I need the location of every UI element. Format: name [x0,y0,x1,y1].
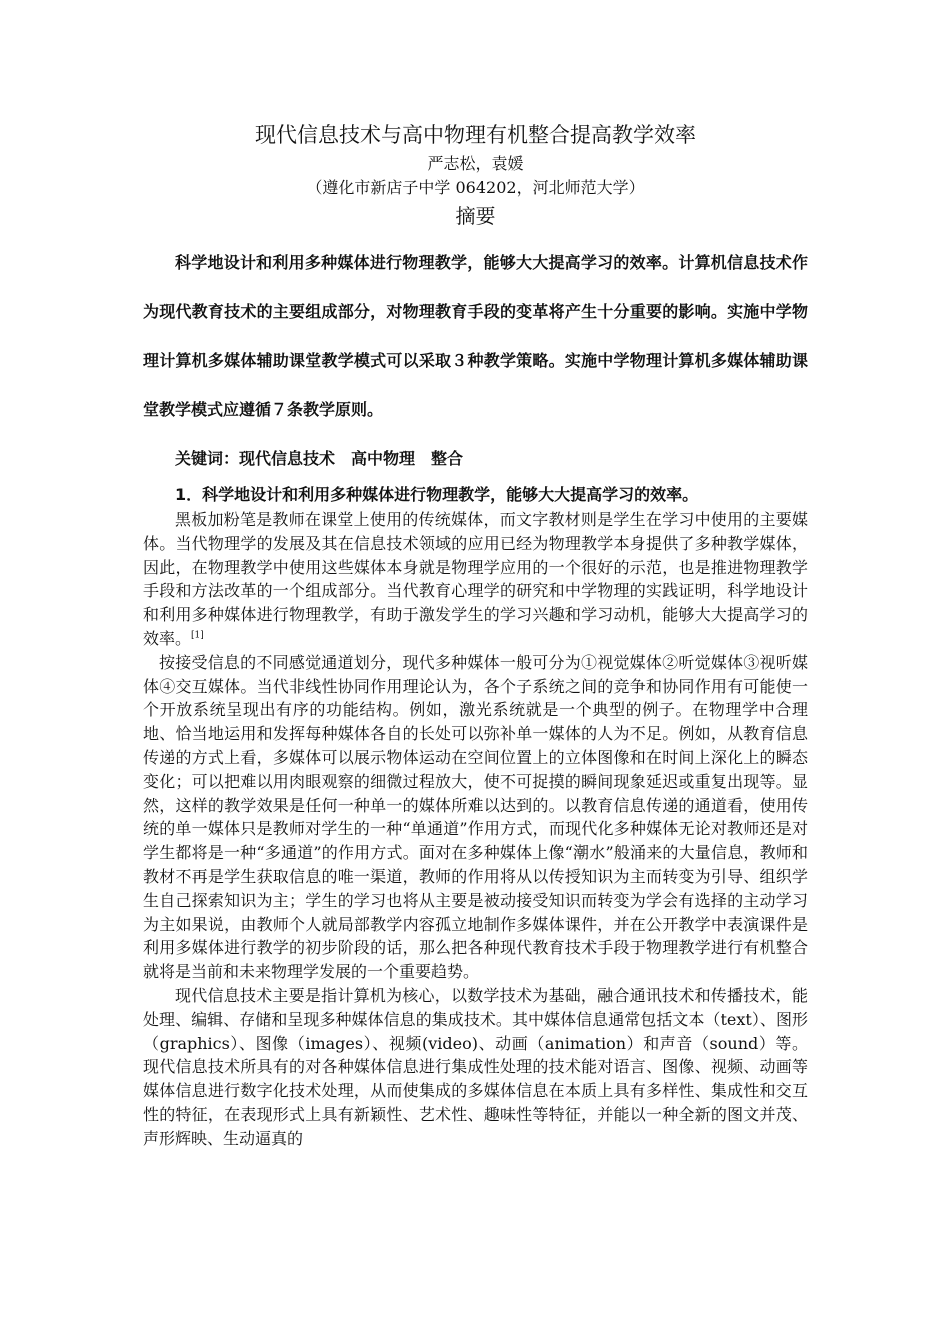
paper-title: 现代信息技术与高中物理有机整合提高教学效率 [255,123,696,147]
body-paragraph-1 [143,508,808,651]
affiliation: （遵化市新店子中学 064202，河北师范大学） [306,178,645,197]
paragraph-1-text: 黑板加粉笔是教师在课堂上使用的传统媒体，而文字教材则是学生在学习中使用的主要媒体。当代物理学的发展及其在信息技术领域的应用已经为物理教学本身提供了多种教学媒体，因此，在物理教学中使用这些媒体本身就是物理学应用的一个很好的示范，也是推进物理教学手段和方法改革的一个组成部分。当代教育心理学的研究和中学物理的实践证明，科学地设计和利用多种媒体进行物理教学，有助于激发学生的学习兴趣和学习动机，能够大大提高学习的效率。 [143,510,808,648]
section-1-heading: 1．科学地设计和利用多种媒体进行物理教学，能够大大提高学习的效率。 [175,485,699,504]
body-paragraph-3: 现代信息技术主要是指计算机为核心，以数学技术为基础，融合通讯技术和传播技术，能处理、编辑、存储和呈现多种媒体信息的集成技术。其中媒体信息通常包括文本（text）、图形（graphics）、图像（images）、视频(video)、动画（animation）和声音（sound）等。现代信息技术所具有的对各种媒体信息进行集成性处理的技术能对语言、图像、视频、动画等媒体信息进行数字化技术处理，从而使集成的多媒体信息在本质上具有多样性、集成性和交互性的特征，在表现形式上具有新颖性、艺术性、趣味性等特征，并能以一种全新的图文并茂、声形辉映、生动逼真的 [143,985,808,1148]
abstract-text: 科学地设计和利用多种媒体进行物理教学，能够大大提高学习的效率。计算机信息技术作为现代教育技术的主要组成部分，对物理教育手段的变革将产生十分重要的影响。实施中学物理计算机多媒体辅助课堂教学模式可以采取３种教学策略。实施中学物理计算机多媒体辅助课堂教学模式应遵循７条教学原则。 [143,253,808,419]
abstract-heading: 摘要 [455,204,496,228]
authors: 严志松，袁媛 [427,154,524,173]
citation-mark[interactable]: [1] [191,630,204,641]
paper-page [143,118,808,1151]
keywords: 关键词：现代信息技术 高中物理 整合 [175,449,464,468]
body-paragraph-2: 按接受信息的不同感觉通道划分，现代多种媒体一般可分为①视觉媒体②听觉媒体③视听媒体④交互媒体。当代非线性协同作用理论认为，各个子系统之间的竞争和协同作用有可能使一个开放系统呈现出有序的功能结构。例如，激光系统就是一个典型的例子。在物理学中合理地、恰当地运用和发挥每种媒体各自的长处可以弥补单一媒体的人为不足。例如，从教育信息传递的方式上看，多媒体可以展示物体运动在空间位置上的立体图像和在时间上深化上的瞬态变化；可以把难以用肉眼观察的细微过程放大，使不可捉摸的瞬间现象延迟或重复出现等。显然，这样的教学效果是任何一种单一的媒体所难以达到的。以教育信息传递的通道看，使用传统的单一媒体只是教师对学生的一种“单通道”作用方式，而现代化多种媒体无论对教师还是对学生都将是一种“多通道”的作用方式。面对在多种媒体上像“潮水”般涌来的大量信息，教师和教材不再是学生获取信息的唯一渠道，教师的作用将从以传授知识为主而转变为引导、组织学生自己探索知识为主；学生的学习也将从主要是被动接受知识而转变为学会有选择的主动学习为主如果说，由教师个人就局部教学内容孤立地制作多媒体课件，并在公开教学中表演课件是利用多媒体进行教学的初步阶段的话，那么把各种现代教育技术手段于物理教学进行有机整合就将是当前和未来物理学发展的一个重要趋势。 [143,652,808,982]
